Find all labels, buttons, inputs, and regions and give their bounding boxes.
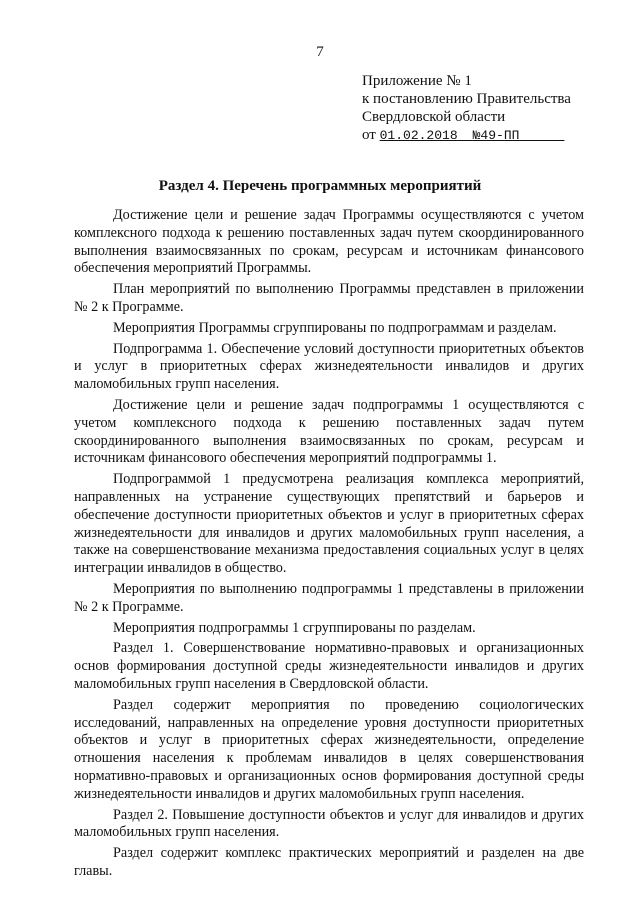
paragraph: Раздел содержит комплекс практических мероприятий и разделен на две главы.	[74, 845, 584, 879]
appendix-region: Свердловской области	[362, 109, 506, 125]
paragraph: Достижение цели и решение задач Программы осуществляются с учетом комплексного подхода к решению поставленных задач путем скоординированного выполнения взаимосвязанных по срокам, ресурсам и источникам финансового обеспечения мероприятий Программы.	[74, 207, 584, 277]
paragraph: Подпрограмма 1. Обеспечение условий доступности приоритетных объектов и услуг в приоритетных сферах жизнедеятельности инвалидов и других маломобильных групп населения.	[74, 340, 584, 393]
paragraph: Подпрограммой 1 предусмотрена реализация комплекса мероприятий, направленных на устранение существующих препятствий и барьеров и обеспечение доступности приоритетных объектов и услуг в приоритетных сферах жизнедеятельности для инвалидов и других маломобильных групп населения, а также на совершенствование механизма предоставления социальных услуг в целях интеграции инвалидов в общество.	[74, 471, 584, 577]
paragraph: Мероприятия Программы сгруппированы по подпрограммам и разделам.	[113, 319, 557, 336]
paragraph: Раздел содержит мероприятия по проведению социологических исследований, направленных на определение уровня доступности приоритетных объектов и услуг в приоритетных сферах жизнедеятельности, определение отношения населения к проблемам инвалидов в целях совершенствования нормативно-правовых и организационных основ формирования доступной среды жизнедеятельности инвалидов и других маломобильных групп населения.	[74, 696, 584, 802]
section-heading: Раздел 4. Перечень программных мероприятий	[158, 178, 482, 194]
resolution-number: №49-ПП	[472, 128, 520, 143]
date-prefix: от	[362, 127, 380, 143]
appendix-title: Приложение № 1	[362, 73, 472, 89]
paragraph: Раздел 2. Повышение доступности объектов и услуг для инвалидов и других маломобильных групп населения.	[74, 806, 584, 841]
appendix-resolution: к постановлению Правительства	[362, 91, 571, 107]
paragraph: План мероприятий по выполнению Программы представлен в приложении № 2 к Программе.	[74, 281, 584, 315]
page-number: 7	[316, 44, 324, 60]
appendix-block	[362, 72, 622, 145]
paragraph: Мероприятия по выполнению подпрограммы 1 представлены в приложении № 2 к Программе.	[74, 580, 584, 615]
resolution-date: 01.02.2018	[379, 128, 458, 143]
appendix-date-line	[362, 126, 622, 145]
paragraph: Мероприятия подпрограммы 1 сгруппированы по разделам.	[113, 619, 476, 636]
body-text	[74, 207, 584, 884]
paragraph: Раздел 1. Совершенствование нормативно-правовых и организационных основ формирования доступной среды жизнедеятельности инвалидов и других маломобильных групп населения в Свердловской области.	[74, 640, 584, 692]
paragraph: Достижение цели и решение задач подпрограммы 1 осуществляются с учетом комплексного подхода к решению поставленных задач путем скоординированного выполнения взаимосвязанных по срокам, ресурсам и источникам финансового обеспечения мероприятий подпрограммы 1.	[74, 396, 584, 467]
